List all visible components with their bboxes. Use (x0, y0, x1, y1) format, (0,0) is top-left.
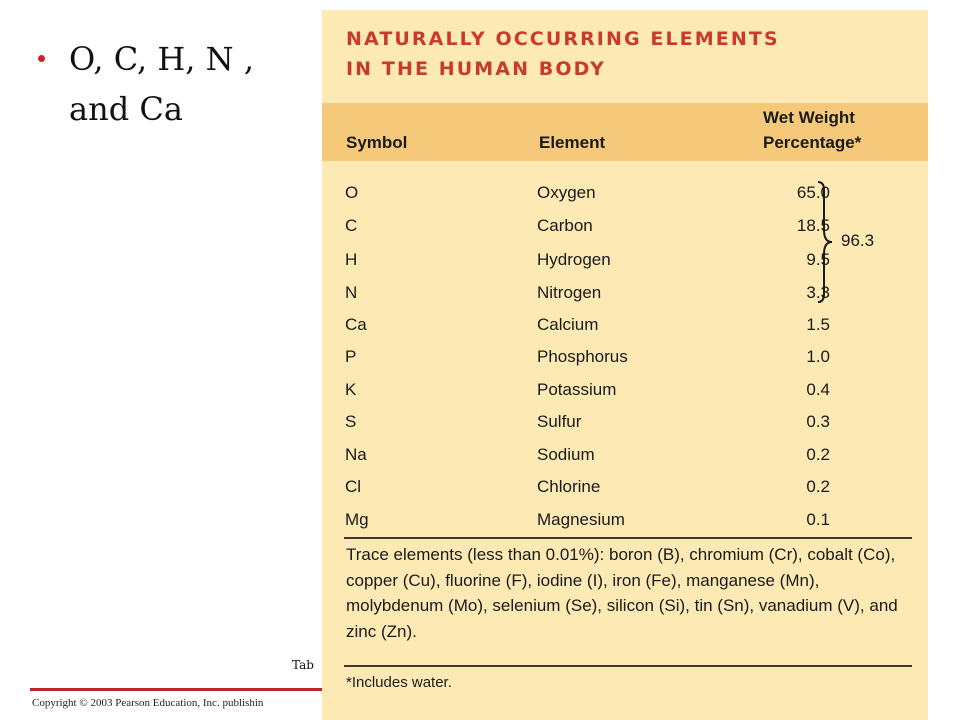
row-value: 0.2 (806, 477, 830, 496)
row-symbol: C (345, 216, 358, 235)
table-row (322, 504, 928, 536)
table-row (322, 374, 928, 406)
row-element: Phosphorus (537, 347, 628, 366)
column-header-weight (763, 105, 861, 155)
row-symbol: Na (345, 445, 367, 464)
footer-divider (30, 688, 325, 691)
row-element: Chlorine (537, 477, 601, 496)
column-header-symbol: Symbol (346, 133, 408, 152)
copyright-text: Copyright © 2003 Pearson Education, Inc. publishin (32, 697, 264, 709)
row-value: 1.5 (806, 315, 830, 334)
row-value: 9.5 (806, 250, 830, 269)
table-row (322, 341, 928, 373)
row-symbol: K (345, 380, 357, 399)
row-value: 0.2 (806, 445, 830, 464)
row-value: 0.1 (806, 510, 830, 529)
column-header-weight-line-2: Percentage* (763, 133, 862, 152)
row-element: Hydrogen (537, 250, 611, 269)
table-row (322, 471, 928, 503)
row-symbol: P (345, 347, 357, 366)
row-value: 3.3 (806, 283, 830, 302)
row-symbol: Ca (345, 315, 367, 334)
bullet-item (38, 34, 308, 134)
bullet-dot-icon (38, 55, 45, 62)
table-divider (344, 537, 912, 539)
row-symbol: H (345, 250, 358, 269)
row-value: 1.0 (806, 347, 830, 366)
table-title-line-1: NATURALLY OCCURRING ELEMENTS (346, 28, 780, 50)
table-row (322, 309, 928, 341)
table-footnote: *Includes water. (346, 674, 452, 691)
row-symbol: Cl (345, 477, 362, 496)
table-row (322, 439, 928, 471)
column-header-weight-line-1: Wet Weight (763, 108, 855, 127)
row-element: Sodium (537, 445, 595, 464)
trace-elements-note: Trace elements (less than 0.01%): boron (B), chromium (Cr), cobalt (Co), copper (Cu), fluorine (F), iodine (I), iron (Fe), manganese (Mn), molybdenum (Mo), selenium (Se), silicon (Si), tin (Sn), vanadium (V), and zinc (Zn). (346, 545, 898, 641)
row-symbol: O (345, 183, 359, 202)
footnote-divider (344, 665, 912, 667)
table-row (322, 406, 928, 438)
row-value: 65.0 (796, 183, 830, 202)
row-element: Magnesium (537, 510, 625, 529)
row-value: 0.4 (806, 380, 830, 399)
row-value: 18.5 (796, 216, 830, 235)
row-symbol: Mg (345, 510, 369, 529)
row-element: Carbon (537, 216, 593, 235)
row-value: 0.3 (806, 412, 830, 431)
curly-brace-icon (816, 180, 840, 304)
row-symbol: S (345, 412, 357, 431)
table-title (346, 24, 780, 84)
row-symbol: N (345, 283, 358, 302)
elements-table-panel (322, 10, 928, 720)
row-element: Nitrogen (537, 283, 602, 302)
row-element: Calcium (537, 315, 599, 334)
column-header-element: Element (539, 133, 606, 152)
table-title-line-2: IN THE HUMAN BODY (346, 58, 606, 80)
table-caption: Tab (292, 658, 314, 672)
brace-total-value: 96.3 (841, 231, 875, 250)
row-element: Sulfur (537, 412, 582, 431)
row-element: Oxygen (537, 183, 596, 202)
row-element: Potassium (537, 380, 617, 399)
bullet-text: O, C, H, N , and Ca (69, 40, 254, 128)
